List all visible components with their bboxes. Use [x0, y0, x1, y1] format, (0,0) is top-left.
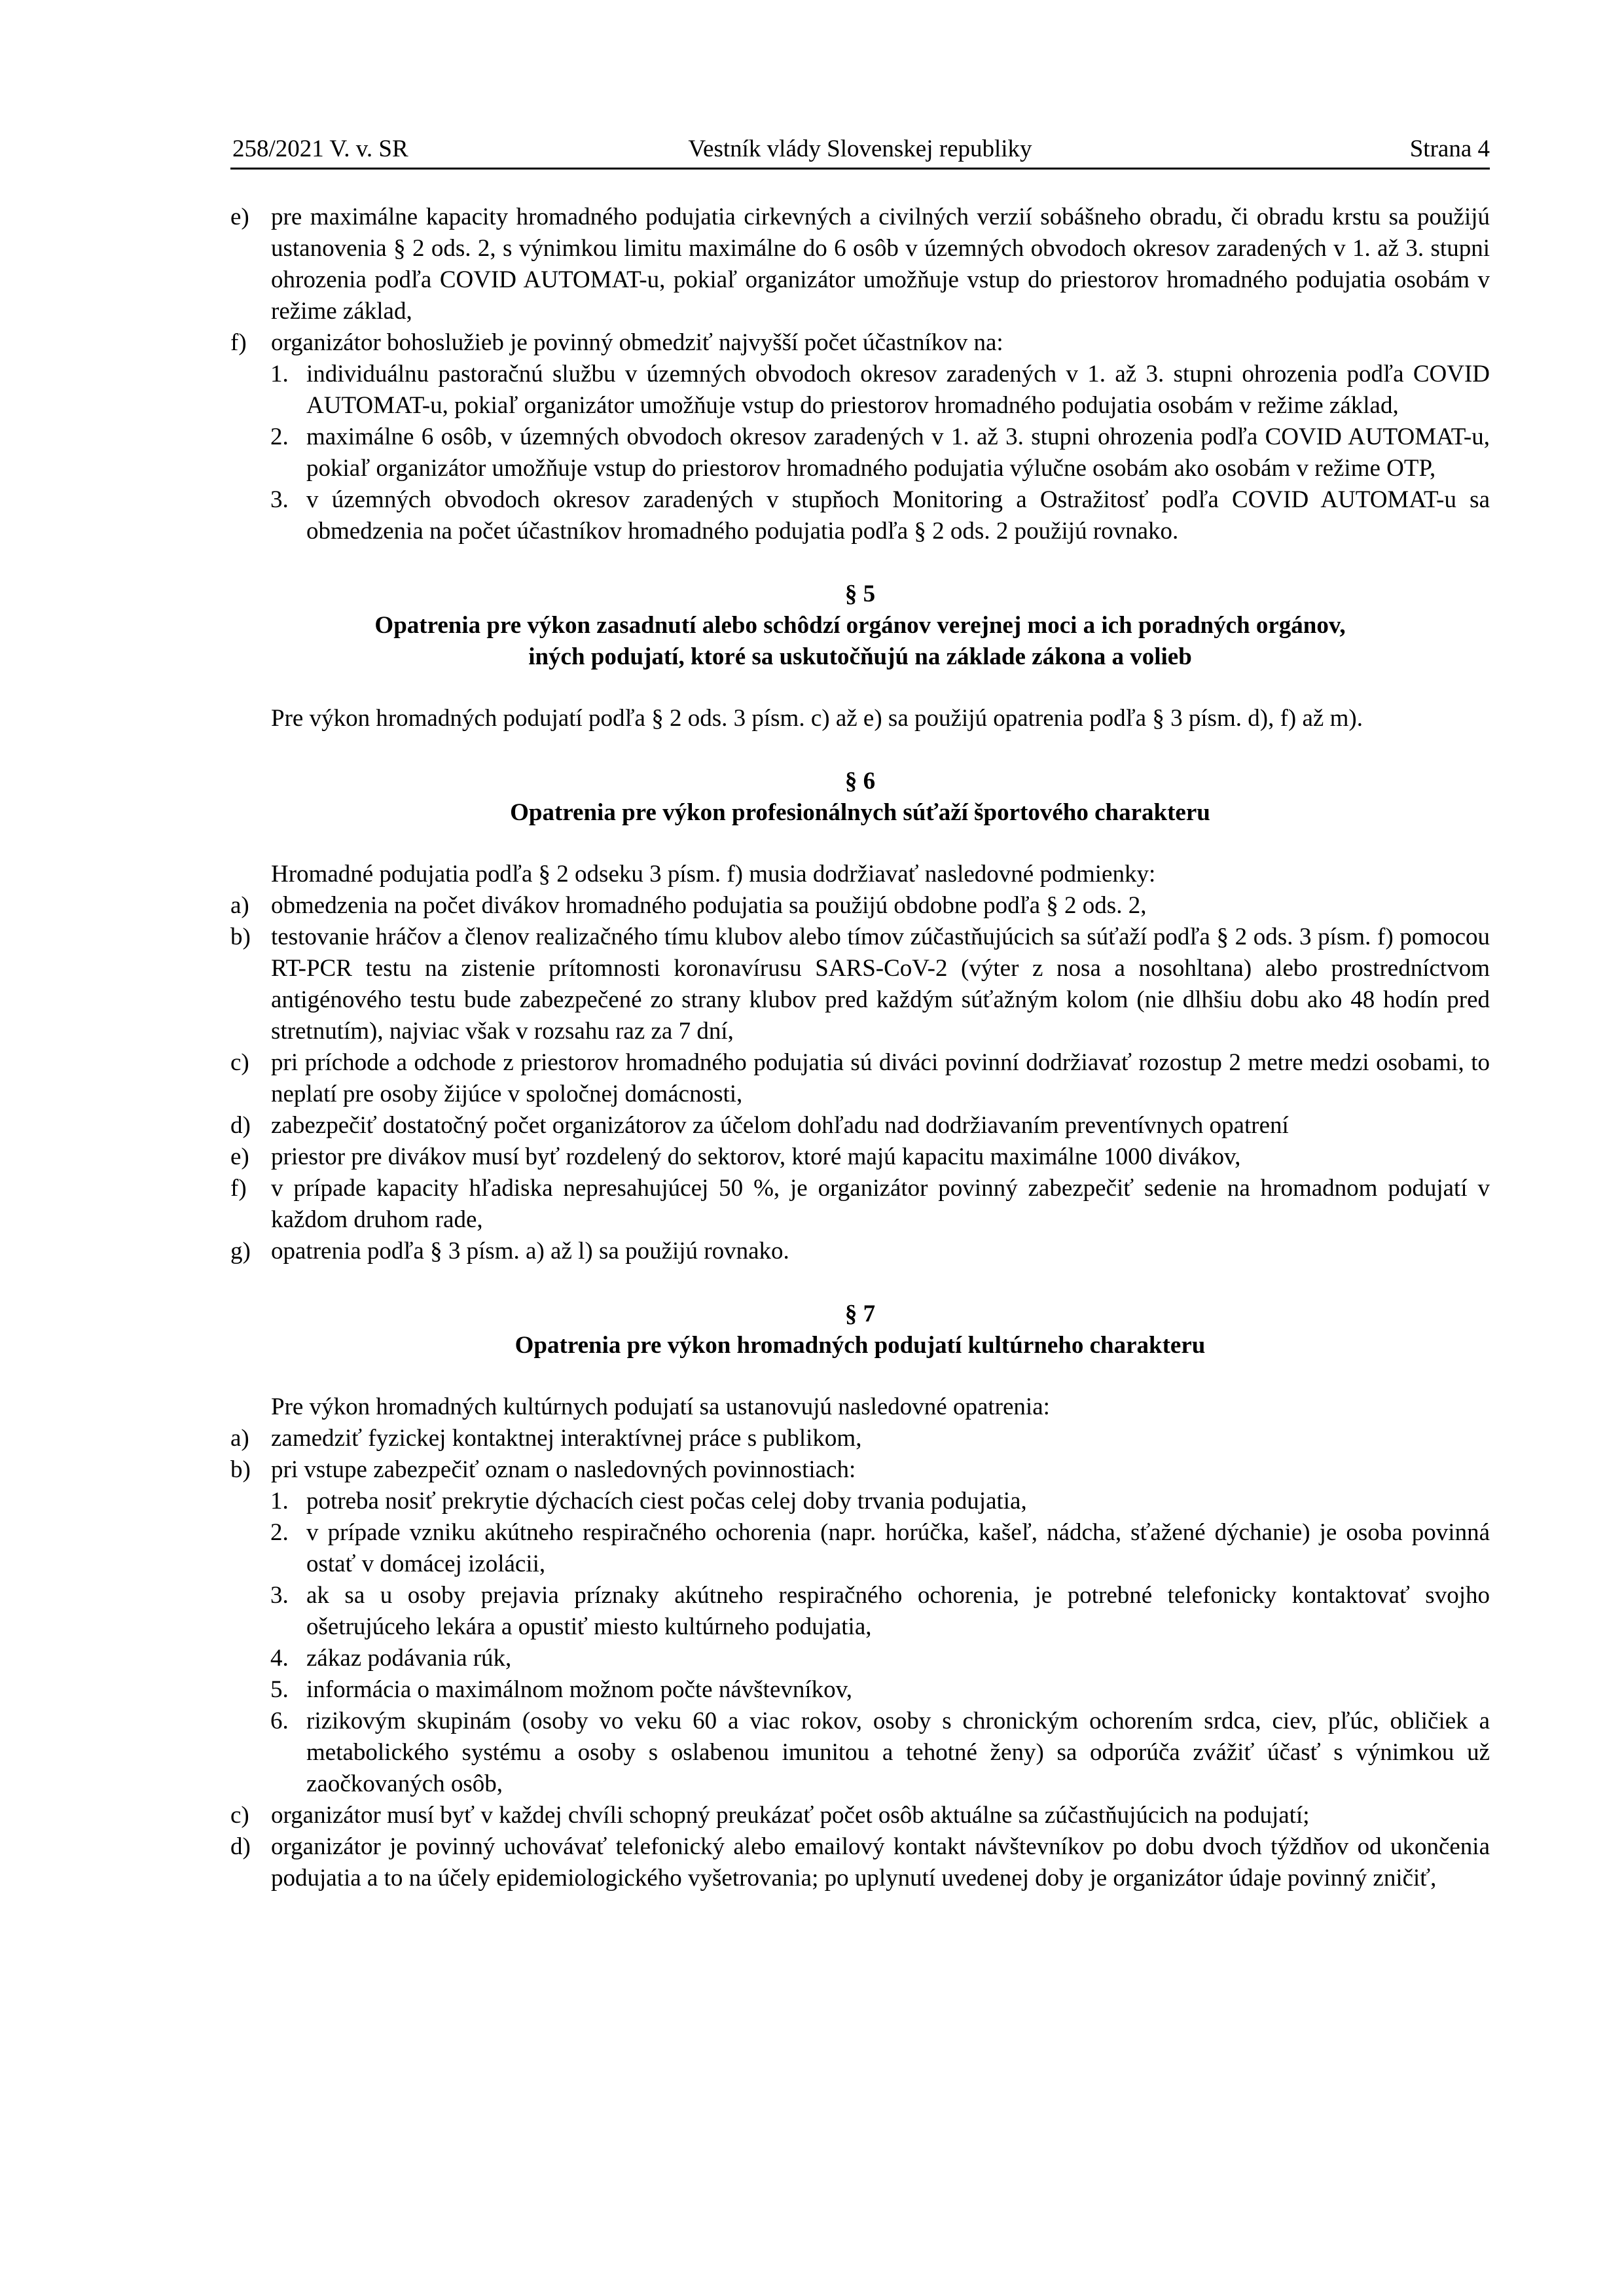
- item-marker: b): [230, 924, 251, 950]
- sub-list-item: [230, 422, 1490, 484]
- section-title: Opatrenia pre výkon hromadných podujatí kultúrneho charakteru: [514, 1332, 1206, 1359]
- item-text: zamedziť fyzickej kontaktnej interaktívnej práce s publikom,: [271, 1425, 862, 1452]
- list-item: [230, 922, 1490, 1047]
- section-title-line: Opatrenia pre výkon zasadnutí alebo schôdzí orgánov verejnej moci a ich poradných orgánov,: [374, 612, 1346, 639]
- list-item: [230, 1831, 1490, 1894]
- item-text: v územných obvodoch okresov zaradených v stupňoch Monitoring a Ostražitosť podľa COVID AUTOMAT-u sa obmedzenia na počet účastníkov hromadného podujatia podľa § 2 ods. 2 použijú rovnako.: [306, 486, 1490, 545]
- item-text: obmedzenia na počet divákov hromadného podujatia sa použijú obdobne podľa § 2 ods. 2,: [271, 892, 1147, 919]
- item-marker: e): [230, 204, 249, 230]
- list-item: [230, 202, 1490, 327]
- item-text: pri príchode a odchode z priestorov hromadného podujatia sú diváci povinní dodržiavať rozostup 2 metre medzi osobami, to neplatí pre osoby žijúce v spoločnej domácnosti,: [271, 1049, 1490, 1107]
- item-marker: 2.: [270, 423, 289, 450]
- list-item: [230, 1800, 1490, 1831]
- item-marker: e): [230, 1143, 249, 1170]
- section-title-line: iných podujatí, ktoré sa uskutočňujú na základe zákona a volieb: [528, 643, 1192, 670]
- journal-number: 258/2021 V. v. SR: [232, 135, 408, 162]
- sub-list-item: [230, 1580, 1490, 1643]
- section-title: Opatrenia pre výkon profesionálnych súťaží športového charakteru: [510, 799, 1210, 826]
- list-item: [230, 1236, 1490, 1267]
- section-title: [230, 610, 1490, 673]
- item-marker: a): [230, 1425, 249, 1452]
- sub-list-item: [230, 1643, 1490, 1674]
- list-item: [230, 1047, 1490, 1110]
- sub-list-item: [230, 1486, 1490, 1517]
- page-header: [230, 131, 1490, 170]
- sub-list-item: [230, 1674, 1490, 1706]
- item-text: ak sa u osoby prejavia príznaky akútneho respiračného ochorenia, je potrebné telefonicky kontaktovať svojho ošetrujúceho lekára a opustiť miesto kultúrneho podujatia,: [306, 1582, 1490, 1640]
- item-text: testovanie hráčov a členov realizačného tímu klubov alebo tímov zúčastňujúcich sa súťaží podľa § 2 ods. 3 písm. f) pomocou RT-PCR testu na zistenie prítomnosti koronavírusu SARS-CoV-2 (výter z nosa a nosohltana) alebo prostredníctvom antigénového testu bude zabezpečené zo strany klubov pred každým súťažným kolom (nie dlhšiu dobu ako 48 hodín pred stretnutím), najviac však v rozsahu raz za 7 dní,: [271, 924, 1490, 1045]
- list-item: [230, 1141, 1490, 1173]
- list-item: [230, 327, 1490, 359]
- item-text: zákaz podávania rúk,: [306, 1645, 512, 1672]
- item-text: organizátor bohoslužieb je povinný obmedziť najvyšší počet účastníkov na:: [271, 329, 1003, 356]
- sub-list-item: [230, 359, 1490, 422]
- item-marker: 5.: [270, 1676, 289, 1703]
- list-item: [230, 890, 1490, 922]
- section-paragraph: Pre výkon hromadných podujatí podľa § 2 ods. 3 písm. c) až e) sa použijú opatrenia podľa § 3 písm. d), f) až m).: [271, 705, 1363, 732]
- item-marker: 2.: [270, 1519, 289, 1546]
- item-marker: f): [230, 1175, 247, 1202]
- item-text: organizátor je povinný uchovávať telefonický alebo emailový kontakt návštevníkov po dobu dvoch týždňov od ukončenia podujatia a to na účely epidemiologického vyšetrovania; po uplynutí uvedenej doby je organizátor údaje povinný zničiť,: [271, 1833, 1490, 1892]
- item-marker: 1.: [270, 1488, 289, 1515]
- item-marker: 3.: [270, 486, 289, 513]
- item-text: priestor pre divákov musí byť rozdelený do sektorov, ktoré majú kapacitu maximálne 1000 divákov,: [271, 1143, 1241, 1170]
- item-marker: c): [230, 1802, 249, 1829]
- item-marker: 1.: [270, 361, 289, 387]
- item-marker: 4.: [270, 1645, 289, 1672]
- section-intro: Hromadné podujatia podľa § 2 odseku 3 písm. f) musia dodržiavať nasledovné podmienky:: [271, 861, 1156, 888]
- item-marker: 3.: [270, 1582, 289, 1609]
- item-text: organizátor musí byť v každej chvíli schopný preukázať počet osôb aktuálne sa zúčastňujúcich na podujatí;: [271, 1802, 1310, 1829]
- item-marker: f): [230, 329, 247, 356]
- document-body: [230, 202, 1490, 1894]
- item-marker: a): [230, 892, 249, 919]
- item-text: rizikovým skupinám (osoby vo veku 60 a viac rokov, osoby s chronickým ochorením srdca, ciev, pľúc, obličiek a metabolického systému a osoby s oslabenou imunitou a tehotné ženy) sa odporúča zvážiť účasť s výnimkou už zaočkovaných osôb,: [306, 1708, 1490, 1797]
- item-text: informácia o maximálnom možnom počte návštevníkov,: [306, 1676, 852, 1703]
- item-text: v prípade kapacity hľadiska nepresahujúcej 50 %, je organizátor povinný zabezpečiť sedenie na hromadnom podujatí v každom druhom rade,: [271, 1175, 1490, 1233]
- item-text: potreba nosiť prekrytie dýchacích ciest počas celej doby trvania podujatia,: [306, 1488, 1027, 1515]
- item-text: individuálnu pastoračnú službu v územných obvodoch okresov zaradených v 1. až 3. stupni ohrozenia podľa COVID AUTOMAT-u, pokiaľ organizátor umožňuje vstup do priestorov hromadného podujatia osobám v režime základ,: [306, 361, 1490, 419]
- item-text: pre maximálne kapacity hromadného podujatia cirkevných a civilných verzií sobášneho obradu, či obradu krstu sa použijú ustanovenia § 2 ods. 2, s výnimkou limitu maximálne do 6 osôb v územných obvodoch okresov zaradených v 1. až 3. stupni ohrozenia podľa COVID AUTOMAT-u, pokiaľ organizátor umožňuje vstup do priestorov hromadného podujatia osobám v režime základ,: [271, 204, 1490, 325]
- item-text: pri vstupe zabezpečiť oznam o nasledovných povinnostiach:: [271, 1456, 856, 1483]
- list-item: [230, 1423, 1490, 1454]
- sub-list-item: [230, 1706, 1490, 1800]
- page-number: Strana 4: [1409, 135, 1490, 162]
- section-number: § 6: [844, 768, 876, 795]
- sub-list-item: [230, 484, 1490, 547]
- item-text: zabezpečiť dostatočný počet organizátorov za účelom dohľadu nad dodržiavaním preventívnych opatrení: [271, 1112, 1289, 1139]
- item-marker: b): [230, 1456, 251, 1483]
- item-marker: g): [230, 1238, 251, 1265]
- journal-title: Vestník vlády Slovenskej republiky: [688, 135, 1032, 162]
- item-marker: 6.: [270, 1708, 289, 1734]
- list-item: [230, 1173, 1490, 1236]
- sub-list-item: [230, 1517, 1490, 1580]
- section-number: § 5: [844, 581, 876, 607]
- item-marker: c): [230, 1049, 249, 1076]
- list-item: [230, 1454, 1490, 1486]
- item-marker: d): [230, 1112, 251, 1139]
- section-intro: Pre výkon hromadných kultúrnych podujatí sa ustanovujú nasledovné opatrenia:: [271, 1393, 1050, 1420]
- section-number: § 7: [844, 1300, 876, 1327]
- item-text: opatrenia podľa § 3 písm. a) až l) sa použijú rovnako.: [271, 1238, 789, 1265]
- item-marker: d): [230, 1833, 251, 1860]
- item-text: v prípade vzniku akútneho respiračného ochorenia (napr. horúčka, kašeľ, nádcha, sťažené dýchanie) je osoba povinná ostať v domácej izolácii,: [306, 1519, 1490, 1577]
- list-item: [230, 1110, 1490, 1141]
- item-text: maximálne 6 osôb, v územných obvodoch okresov zaradených v 1. až 3. stupni ohrozenia podľa COVID AUTOMAT-u, pokiaľ organizátor umožňuje vstup do priestorov hromadného podujatia výlučne osobám ako osobám v režime OTP,: [306, 423, 1490, 482]
